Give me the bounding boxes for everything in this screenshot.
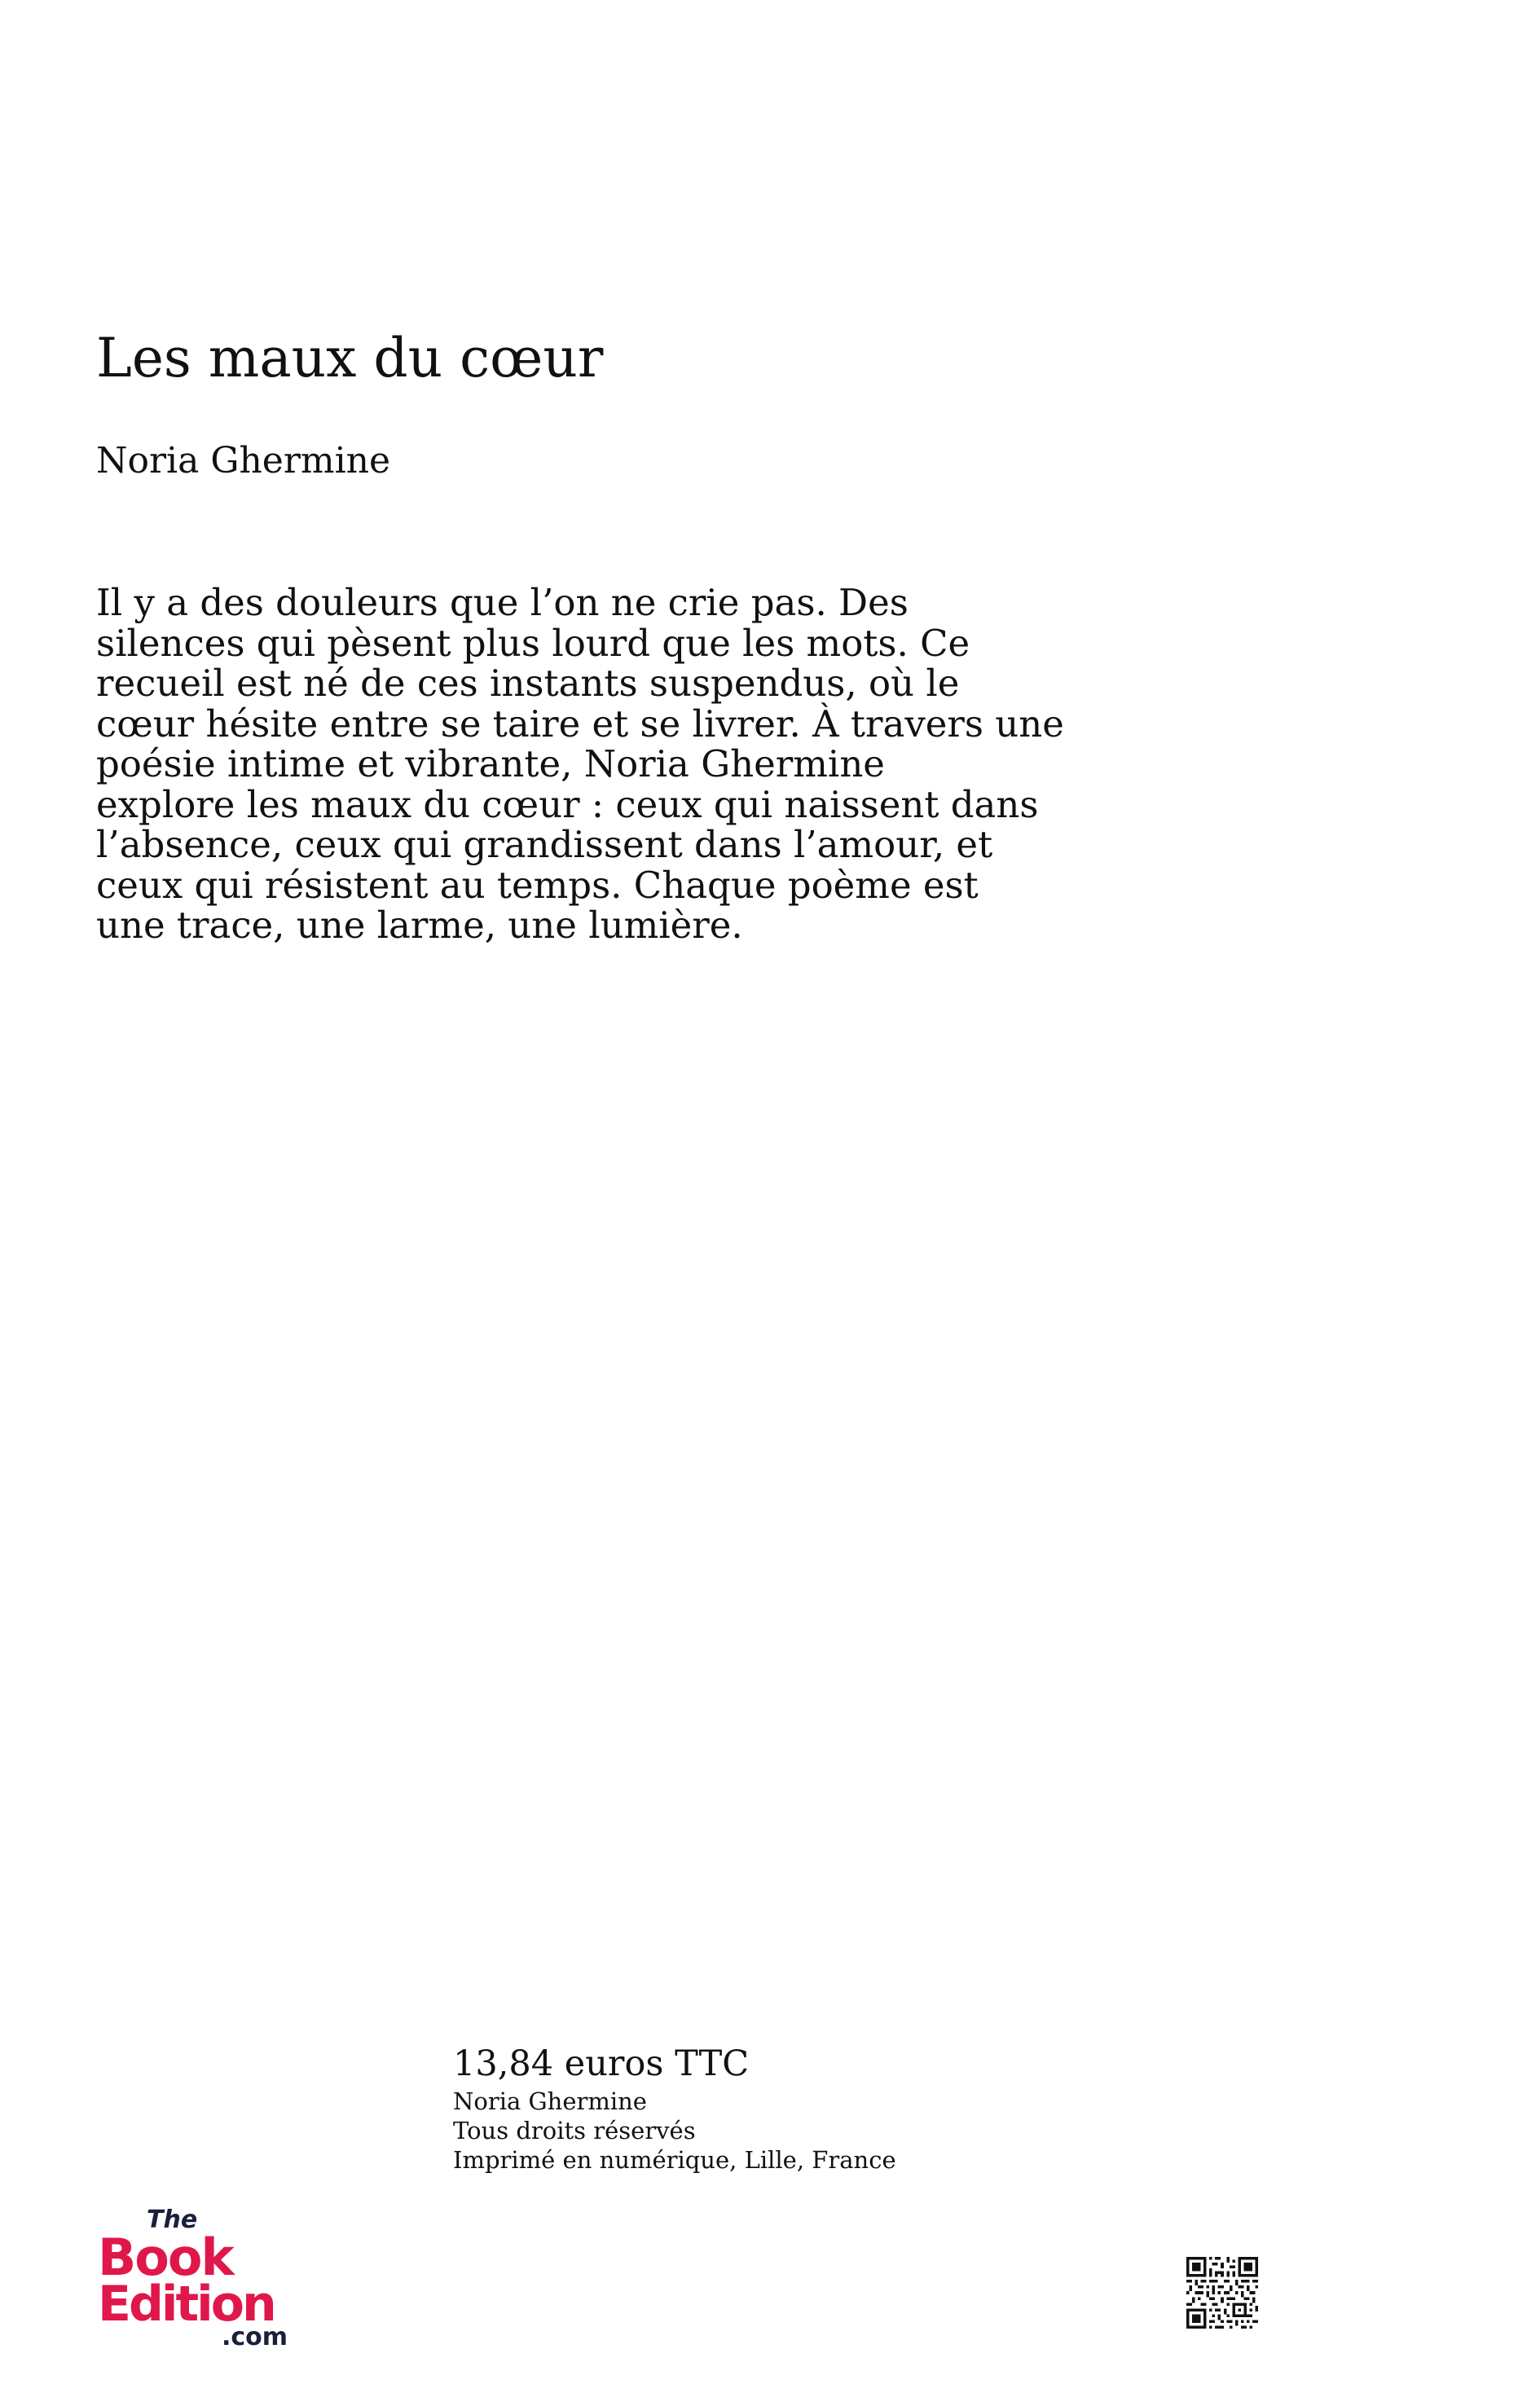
colophon-author: Noria Ghermine: [453, 2087, 647, 2115]
book-title: Les maux du cœur: [96, 327, 604, 389]
blurb-line: poésie intime et vibrante, Noria Ghermine: [96, 742, 885, 785]
blurb-line: une trace, une larme, une lumière.: [96, 904, 743, 947]
blurb-line: recueil est né de ces instants suspendus, où le: [96, 662, 960, 705]
logo-book: Book: [98, 2228, 233, 2287]
blurb-line: l’absence, ceux qui grandissent dans l’amour, et: [96, 823, 993, 866]
blurb-line: explore les maux du cœur : ceux qui naissent dans: [96, 782, 1039, 826]
book-author: Noria Ghermine: [96, 440, 391, 482]
blurb-line: Il y a des douleurs que l’on ne crie pas. Des: [96, 581, 909, 624]
price: 13,84 euros TTC: [453, 2043, 750, 2084]
blurb-line: cœur hésite entre se taire et se livrer. À travers une: [96, 702, 1064, 746]
qr-code-icon: [1186, 2257, 1258, 2329]
logo-edition: Edition: [98, 2276, 275, 2333]
colophon: [453, 2041, 1023, 2175]
blurb-line: silences qui pèsent plus lourd que les mots. Ce: [96, 621, 970, 665]
logo-the: The: [147, 2206, 198, 2234]
back-cover-blurb: [96, 583, 1172, 946]
logo-com: .com: [222, 2323, 288, 2351]
rights-notice: Tous droits réservés: [453, 2117, 696, 2144]
print-notice: Imprimé en numérique, Lille, France: [453, 2146, 896, 2174]
blurb-line: ceux qui résistent au temps. Chaque poème est: [96, 863, 979, 907]
publisher-logo: [98, 2200, 310, 2355]
